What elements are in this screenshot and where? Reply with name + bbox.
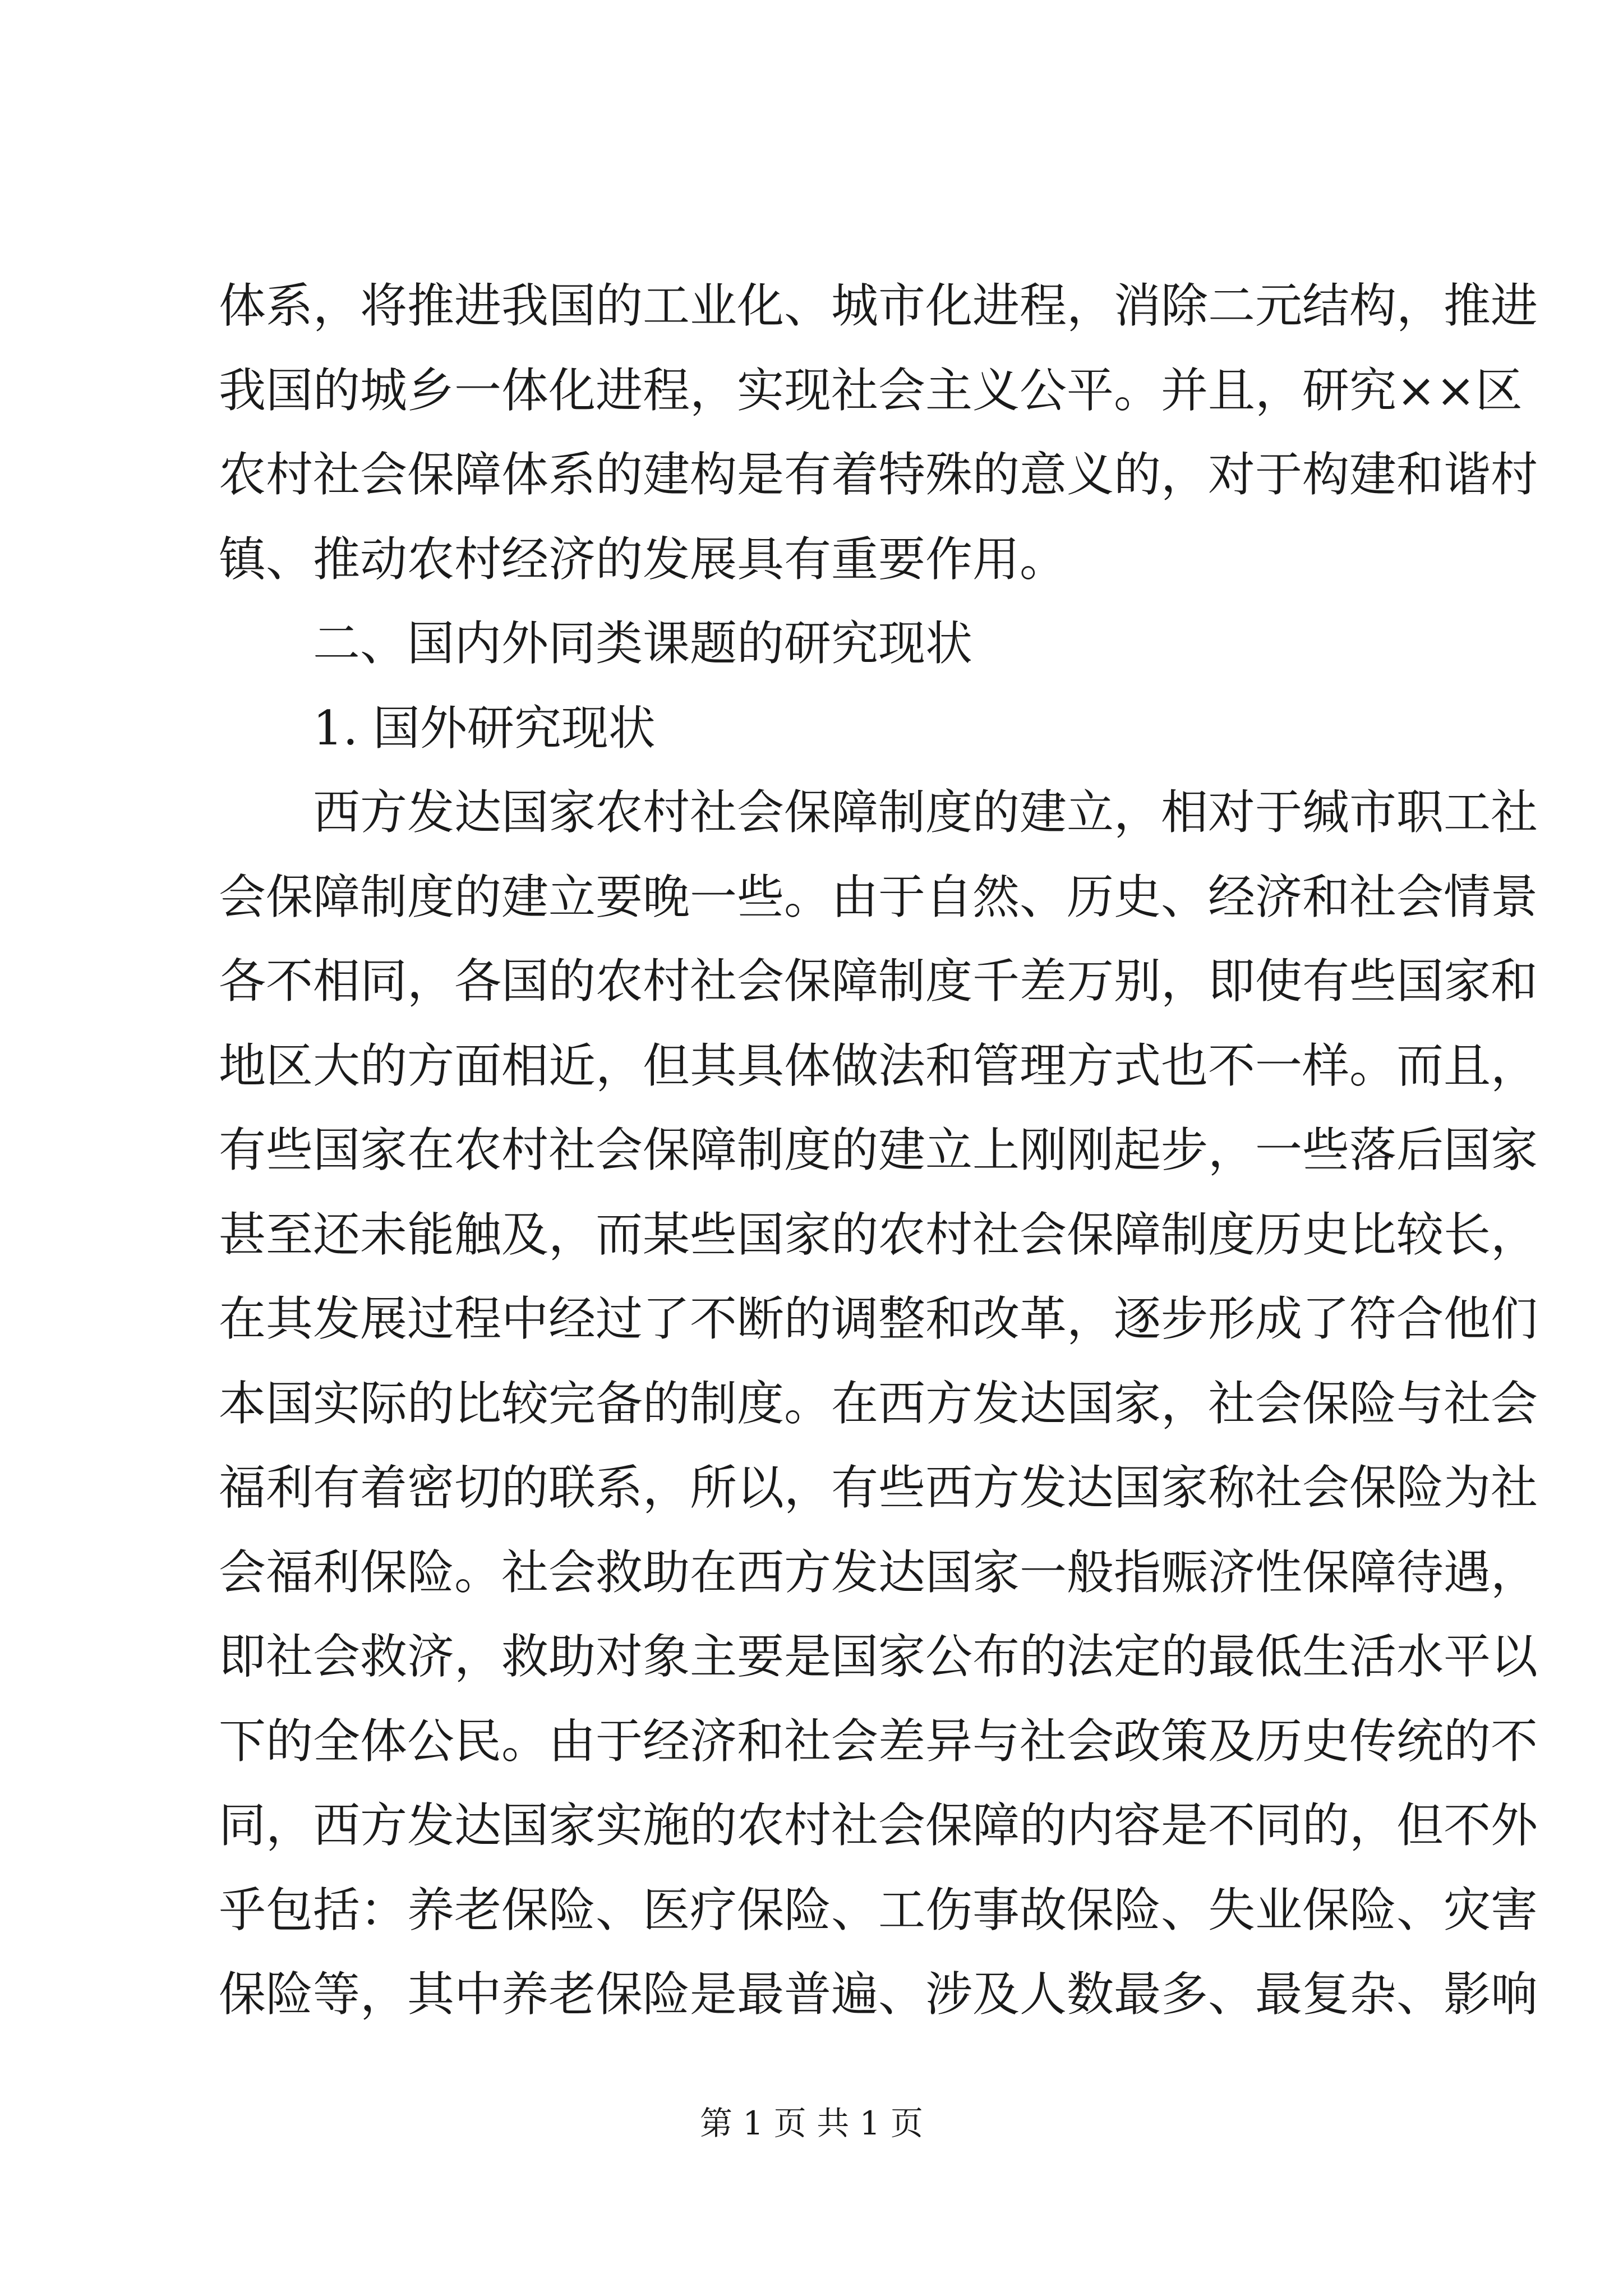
text-line: 福利有着密切的联系，所以，有些西方发达国家称社会保险为社 [219, 1460, 1538, 1515]
text-line: 地区大的方面相近，但其具体做法和管理方式也不一样。而且， [219, 1038, 1538, 1093]
text-line: 会保障制度的建立要晚一些。由于自然、历史、经济和社会情景 [219, 869, 1538, 924]
text-line: 西方发达国家农村社会保障制度的建立，相对于缄市职工社 [313, 785, 1538, 840]
text-line: 下的全体公民。由于经济和社会差异与社会政策及历史传统的不 [219, 1713, 1538, 1769]
subsection-heading: 1. 国外研究现状 [313, 700, 656, 756]
text-line: 本国实际的比较完备的制度。在西方发达国家，社会保险与社会 [219, 1375, 1538, 1431]
text-line: 同，西方发达国家实施的农村社会保障的内容是不同的，但不外 [219, 1798, 1538, 1853]
text-line: 体系，将推进我国的工业化、城市化进程，消除二元结构，推进 [219, 278, 1538, 333]
text-line: 即社会救济，救助对象主要是国家公布的法定的最低生活水平以 [219, 1629, 1538, 1684]
text-line: 有些国家在农村社会保障制度的建立上刚刚起步，一些落后国家 [219, 1122, 1538, 1177]
text-line: 保险等，其中养老保险是最普遍、涉及人数最多、最复杂、影响 [219, 1967, 1538, 2022]
text-line: 农村社会保障体系的建构是有着特殊的意义的，对于构建和谐村 [219, 447, 1538, 502]
section-heading: 二、国内外同类课题的研究现状 [313, 616, 973, 671]
text-line: 会福利保险。社会救助在西方发达国家一般指赈济性保障待遇， [219, 1544, 1538, 1600]
text-line: 我国的城乡一体化进程，实现社会主义公平。并且，研究××区 [219, 362, 1523, 418]
text-line: 镇、推动农村经济的发展具有重要作用。 [219, 531, 1067, 587]
page-footer: 第 1 页 共 1 页 [700, 2104, 923, 2142]
text-line: 甚至还未能触及，而某些国家的农村社会保障制度历史比较长， [219, 1207, 1538, 1262]
text-line: 在其发展过程中经过了不断的调整和改革，逐步形成了符合他们 [219, 1291, 1538, 1346]
body-text [219, 264, 1538, 2037]
text-line: 乎包括：养老保险、医疗保险、工伤事故保险、失业保险、灾害 [219, 1882, 1538, 1938]
text-line: 各不相同，各国的农村社会保障制度千差万别，即使有些国家和 [219, 954, 1538, 1009]
